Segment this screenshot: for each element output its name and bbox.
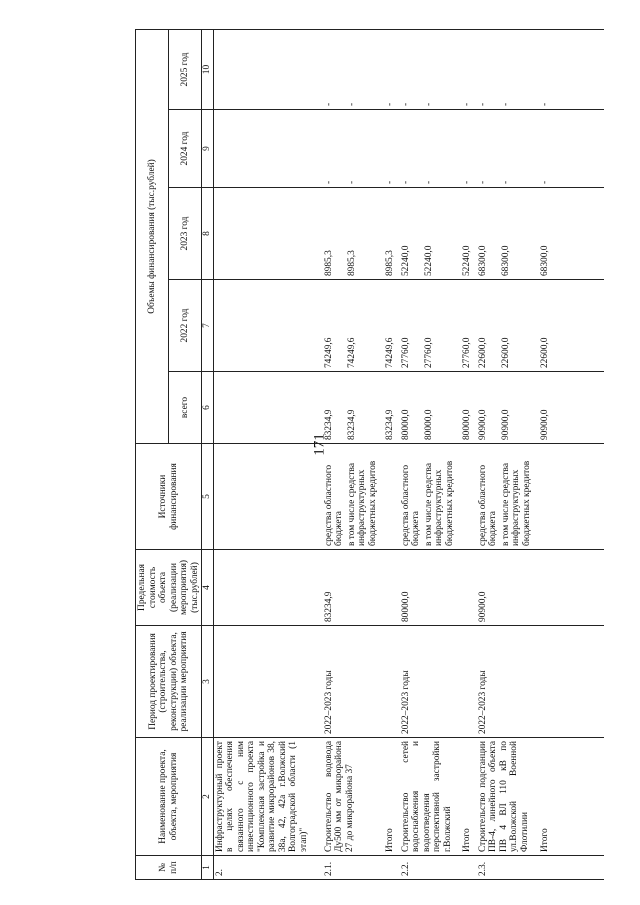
- value-2024: -: [400, 110, 423, 188]
- itogo-total: 90900,0: [534, 372, 555, 444]
- table-row: [477, 30, 500, 880]
- col-index: 8: [202, 188, 214, 280]
- value-2025: -: [423, 30, 457, 110]
- column-index-row: [202, 30, 214, 880]
- value-2023: 52240,0: [400, 188, 423, 280]
- item-name: Строительство подстанции ПВ-4, линейного объекта ПВ 4 ВЛ 110 кВ по ул.Волжской Военной Флотилии: [477, 738, 534, 856]
- itogo-total: 83234,9: [379, 372, 400, 444]
- itogo-label: Итого: [534, 738, 555, 856]
- itogo-2024: -: [534, 110, 555, 188]
- itogo-label: Итого: [456, 738, 477, 856]
- value-2025: -: [323, 30, 346, 110]
- header-2022: 2022 год: [169, 280, 202, 372]
- item-cost: 90900,0: [477, 550, 534, 626]
- itogo-row: [379, 30, 400, 880]
- col-index: 2: [202, 738, 214, 856]
- table-row: [400, 30, 423, 880]
- value-2023: 52240,0: [423, 188, 457, 280]
- header-total: всего: [169, 372, 202, 444]
- section-row: [213, 30, 310, 880]
- header-2025: 2025 год: [169, 30, 202, 110]
- value-2024: -: [500, 110, 534, 188]
- value-2024: -: [346, 110, 380, 188]
- col-index: 6: [202, 372, 214, 444]
- row-num: 2.2.: [400, 856, 423, 880]
- col-index: 10: [202, 30, 214, 110]
- itogo-2023: 8985,3: [379, 188, 400, 280]
- itogo-row: [534, 30, 555, 880]
- header-name: Наименование проекта, объекта, мероприятия: [136, 738, 202, 856]
- header-period: Период проектирования (строительства, реконструкции) объекта, реализации мероприятия: [136, 626, 202, 738]
- value-2022: 74249,6: [346, 280, 380, 372]
- item-source: в том числе средства инфраструктурных бюджетных кредитов: [346, 444, 380, 550]
- rotated-page: [135, 18, 610, 888]
- value-2025: -: [346, 30, 380, 110]
- item-name: Строительство водовода Ду500 мм от микрорайона 27 до микрорайона 37: [323, 738, 380, 856]
- value-2024: -: [477, 110, 500, 188]
- value-total: 83234,9: [346, 372, 380, 444]
- value-2022: 27760,0: [400, 280, 423, 372]
- itogo-2025: -: [379, 30, 400, 110]
- itogo-2025: -: [456, 30, 477, 110]
- financing-table: [135, 29, 604, 880]
- header-sources: Источники финансирования: [136, 444, 202, 550]
- item-source: в том числе средства инфраструктурных бюджетных кредитов: [500, 444, 534, 550]
- value-2022: 74249,6: [323, 280, 346, 372]
- itogo-2022: 27760,0: [456, 280, 477, 372]
- item-period: 2022–2023 годы: [400, 626, 457, 738]
- section-name: Инфраструктурный проект в целях обеспечения связанного с ним инвестиционного проекта "Комплексная застройка и развитие микрорайонов 38, 38а, 42, 42а г.Волжский Волгоградской области (1 этап)": [213, 738, 310, 856]
- item-cost: 83234,9: [323, 550, 380, 626]
- value-2023: 8985,3: [346, 188, 380, 280]
- col-index: 4: [202, 550, 214, 626]
- value-2025: -: [500, 30, 534, 110]
- value-2023: 68300,0: [500, 188, 534, 280]
- value-2025: -: [400, 30, 423, 110]
- item-source: средства областного бюджета: [477, 444, 500, 550]
- itogo-2025: -: [534, 30, 555, 110]
- row-num: 2.1.: [323, 856, 346, 880]
- col-index: 9: [202, 110, 214, 188]
- value-2023: 8985,3: [323, 188, 346, 280]
- value-total: 83234,9: [323, 372, 346, 444]
- value-2022: 22600,0: [500, 280, 534, 372]
- value-2024: -: [423, 110, 457, 188]
- value-total: 90900,0: [477, 372, 500, 444]
- header-num: № п/п: [136, 856, 202, 880]
- itogo-2022: 22600,0: [534, 280, 555, 372]
- item-name: Строительство сетей водоснабжения и водоотведения перспективной застройки г.Волжский: [400, 738, 457, 856]
- value-2023: 68300,0: [477, 188, 500, 280]
- itogo-total: 80000,0: [456, 372, 477, 444]
- header-row-1: [136, 30, 169, 880]
- value-2022: 27760,0: [423, 280, 457, 372]
- itogo-2024: -: [456, 110, 477, 188]
- item-source: в том числе средства инфраструктурных бюджетных кредитов: [423, 444, 457, 550]
- item-period: 2022–2023 годы: [323, 626, 380, 738]
- page-number: 171: [311, 433, 328, 456]
- header-cost: Предельная стоимость объекта (реализации мероприятия) (тыс.рублей): [136, 550, 202, 626]
- row-num: 2.3.: [477, 856, 500, 880]
- itogo-label: Итого: [379, 738, 400, 856]
- item-source: средства областного бюджета: [400, 444, 423, 550]
- item-period: 2022–2023 годы: [477, 626, 534, 738]
- row-num: 2.: [213, 856, 310, 880]
- col-index: 7: [202, 280, 214, 372]
- itogo-row: [456, 30, 477, 880]
- header-2024: 2024 год: [169, 110, 202, 188]
- value-total: 80000,0: [423, 372, 457, 444]
- value-2025: -: [477, 30, 500, 110]
- item-cost: 80000,0: [400, 550, 457, 626]
- table-row: [323, 30, 346, 880]
- value-total: 90900,0: [500, 372, 534, 444]
- itogo-2023: 68300,0: [534, 188, 555, 280]
- col-index: 5: [202, 444, 214, 550]
- item-source: средства областного бюджета: [323, 444, 346, 550]
- header-2023: 2023 год: [169, 188, 202, 280]
- itogo-2023: 52240,0: [456, 188, 477, 280]
- col-index: 1: [202, 856, 214, 880]
- itogo-2024: -: [379, 110, 400, 188]
- value-2022: 22600,0: [477, 280, 500, 372]
- col-index: 3: [202, 626, 214, 738]
- value-2024: -: [323, 110, 346, 188]
- header-funding: Объемы финансирования (тыс.рублей): [136, 30, 169, 444]
- itogo-2022: 74249,6: [379, 280, 400, 372]
- value-total: 80000,0: [400, 372, 423, 444]
